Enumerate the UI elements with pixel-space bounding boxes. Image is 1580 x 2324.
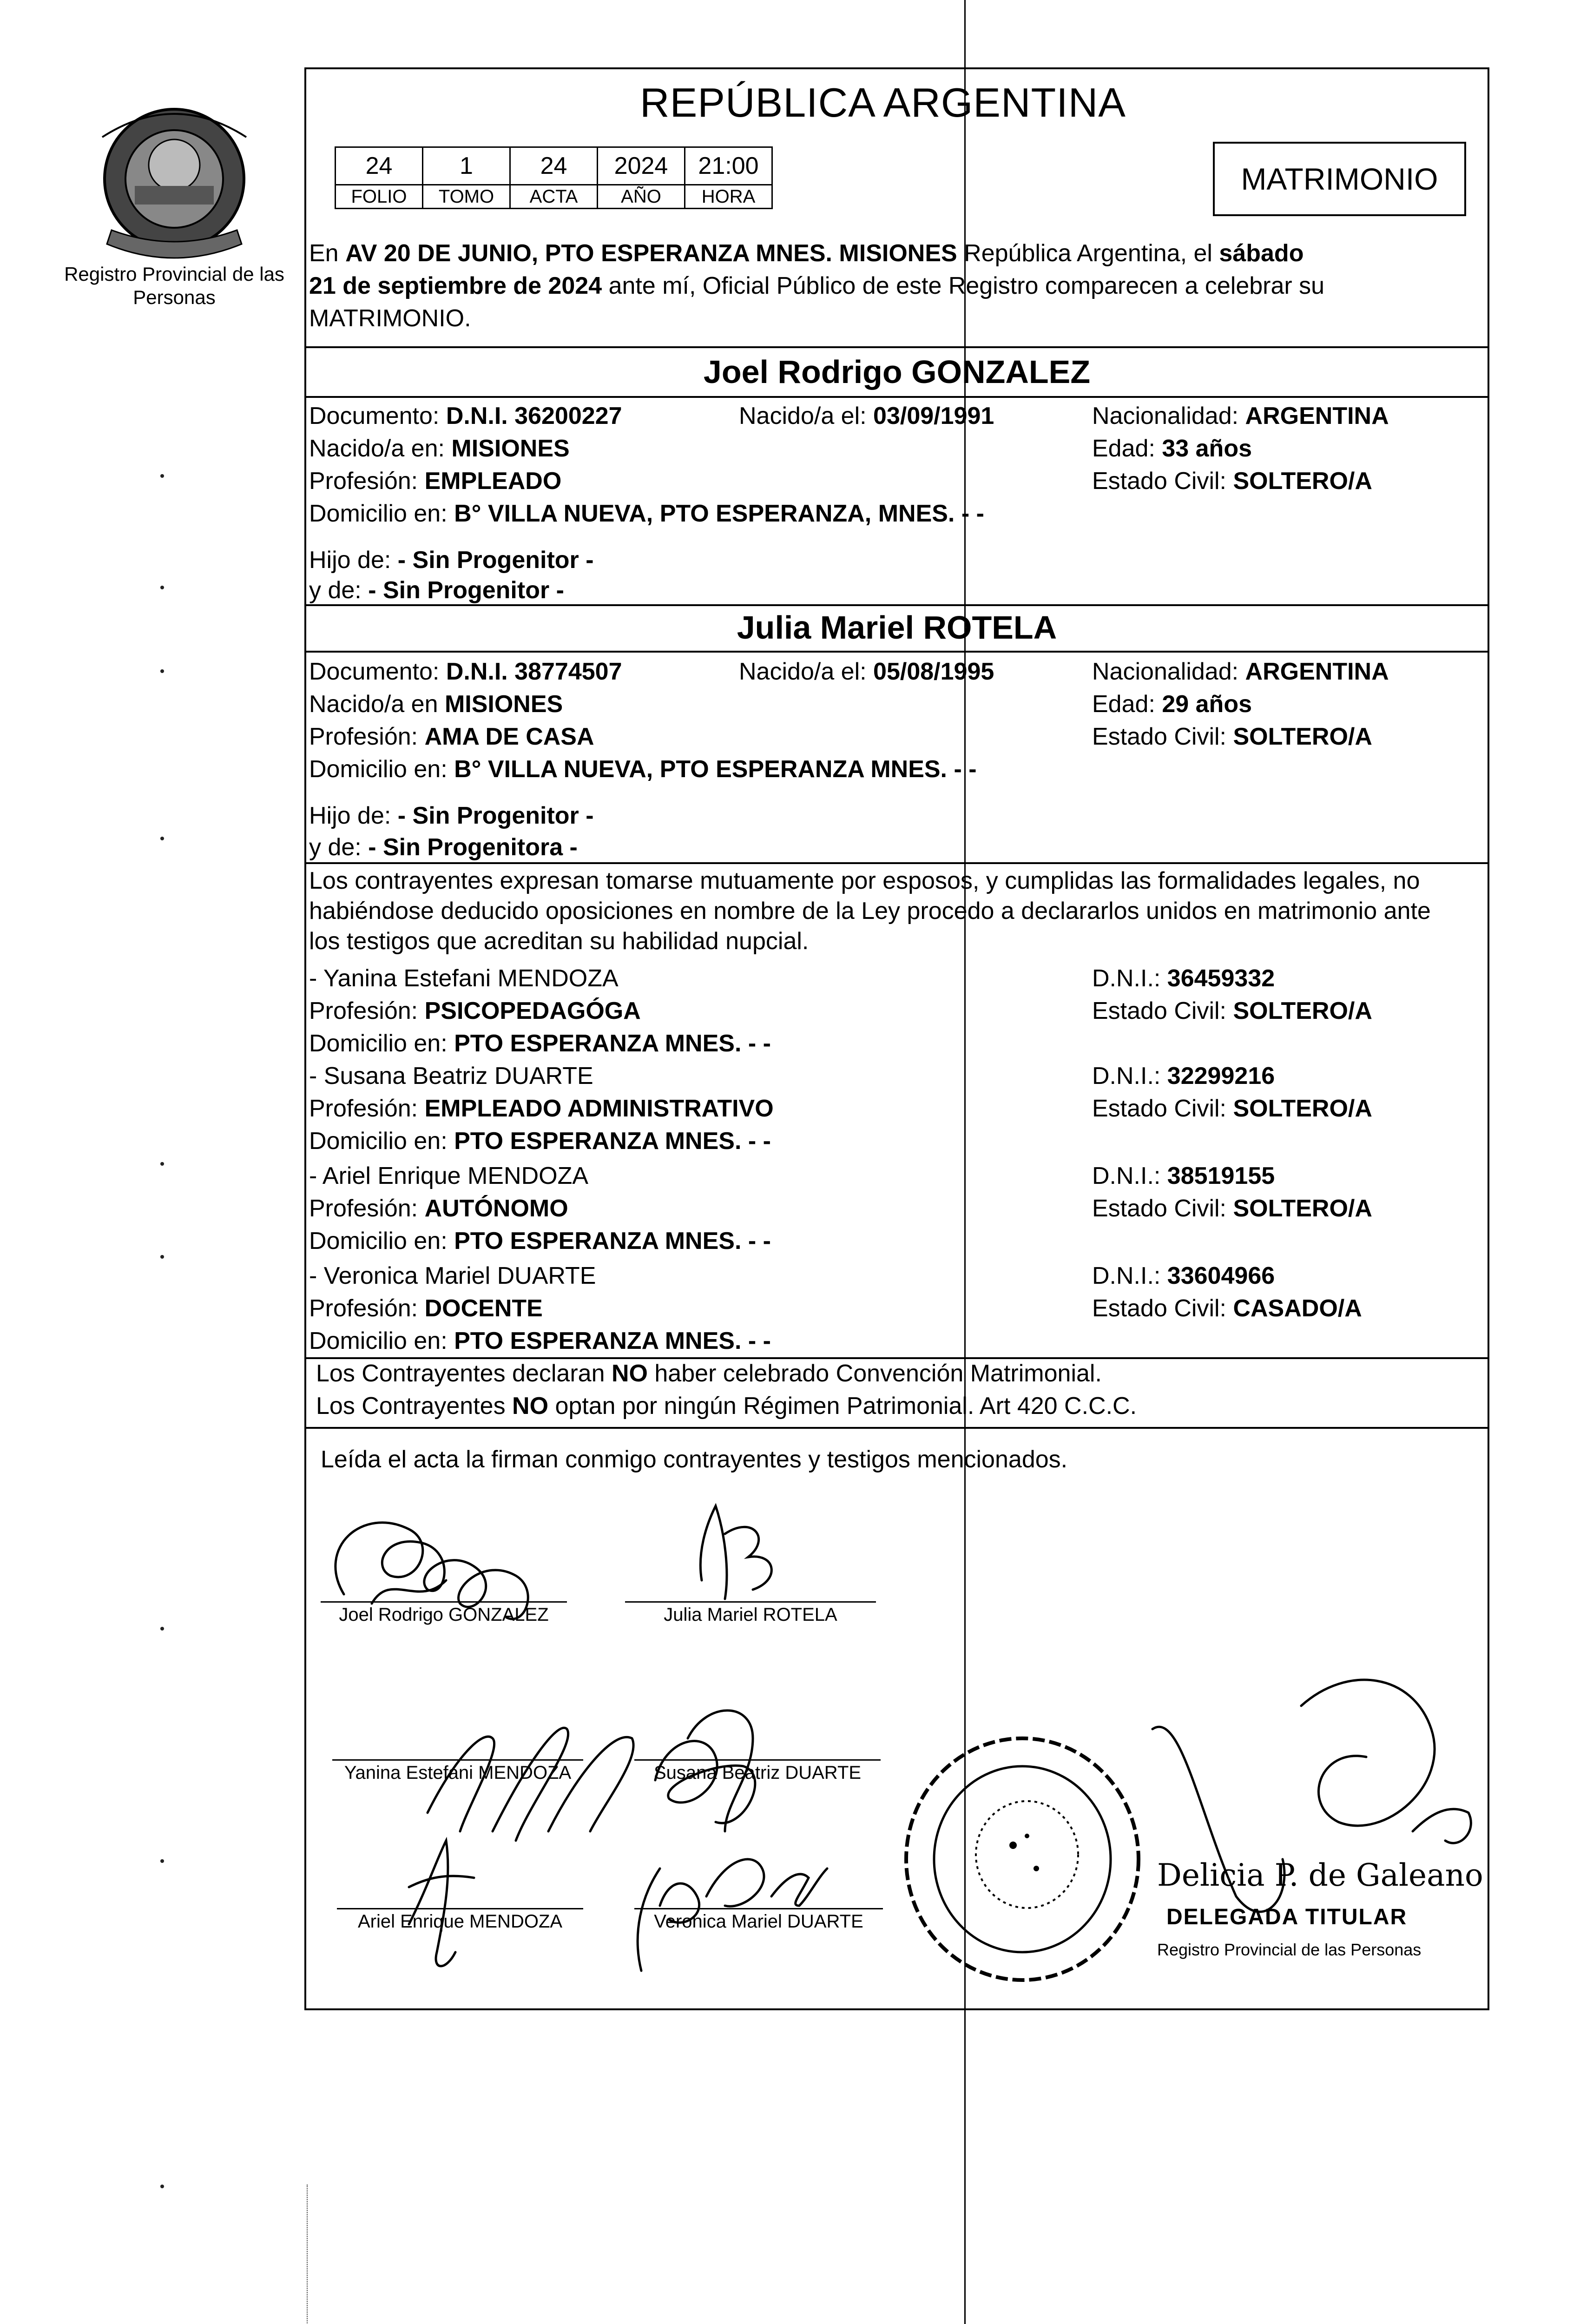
regime-line-1: Los Contrayentes declaran NO haber celebrado Convención Matrimonial.	[316, 1360, 1102, 1387]
signature-label-spouse2: Julia Mariel ROTELA	[664, 1604, 837, 1625]
provincial-seal-logo	[88, 95, 260, 263]
intro-line-1: En AV 20 DE JUNIO, PTO ESPERANZA MNES. MISIONES República Argentina, el sábado	[309, 240, 1304, 267]
tomo-value: 1	[423, 147, 510, 185]
acta-value: 24	[510, 147, 598, 185]
scan-mark	[160, 474, 164, 478]
signature-line	[321, 1601, 567, 1603]
divider	[304, 1427, 1489, 1429]
spouse2-address: Domicilio en: B° VILLA NUEVA, PTO ESPERANZA MNES. - -	[309, 756, 977, 783]
official-name: Delicia P. de Galeano	[1157, 1857, 1483, 1893]
page-title: REPÚBLICA ARGENTINA	[640, 79, 1126, 125]
scan-mark	[160, 669, 164, 673]
witness1-name: - Yanina Estefani MENDOZA	[309, 965, 619, 992]
spouse1-profession: Profesión: EMPLEADO	[309, 468, 562, 495]
spouse2-birth-date: Nacido/a el: 05/08/1995	[739, 658, 994, 685]
divider	[304, 862, 1489, 864]
closing-text: Leída el acta la firman conmigo contrayentes y testigos mencionados.	[321, 1446, 1068, 1473]
acta-label: ACTA	[510, 185, 598, 209]
spouse1-birth-place: Nacido/a en: MISIONES	[309, 435, 570, 462]
signature-label-witness3: Ariel Enrique MENDOZA	[357, 1911, 563, 1932]
scan-mark	[160, 1162, 164, 1166]
intro-line-2: 21 de septiembre de 2024 ante mí, Oficial Público de este Registro comparecen a celebrar su	[309, 272, 1325, 299]
spouse1-civil-status: Estado Civil: SOLTERO/A	[1092, 468, 1372, 495]
folio-value: 24	[336, 147, 423, 185]
witness3-dni: D.N.I.: 38519155	[1092, 1162, 1275, 1189]
signature-label-witness4: Veronica Mariel DUARTE	[654, 1911, 863, 1932]
declaration-line-1: Los contrayentes expresan tomarse mutuamente por esposos, y cumplidas las formalidades legales, no	[309, 867, 1420, 894]
divider	[304, 346, 1489, 348]
spouse1-mother: y de: - Sin Progenitor -	[309, 577, 564, 604]
scan-mark	[160, 837, 164, 840]
witness4-name: - Veronica Mariel DUARTE	[309, 1262, 596, 1289]
signature-line	[337, 1908, 583, 1909]
witness2-address: Domicilio en: PTO ESPERANZA MNES. - -	[309, 1128, 771, 1155]
witness1-profession: Profesión: PSICOPEDAGÓGA	[309, 997, 641, 1024]
intro-line-3: MATRIMONIO.	[309, 305, 471, 332]
signature-line	[634, 1908, 883, 1909]
scan-mark	[160, 1859, 164, 1863]
witness3-civil-status: Estado Civil: SOLTERO/A	[1092, 1195, 1372, 1222]
folio-label: FOLIO	[336, 185, 423, 209]
official-round-stamp	[892, 1729, 1152, 1989]
spouse1-father: Hijo de: - Sin Progenitor -	[309, 547, 594, 574]
official-office: Registro Provincial de las Personas	[1157, 1940, 1422, 1959]
witness2-dni: D.N.I.: 32299216	[1092, 1063, 1275, 1089]
spouse1-name: Joel Rodrigo GONZALEZ	[703, 354, 1091, 390]
witness4-address: Domicilio en: PTO ESPERANZA MNES. - -	[309, 1327, 771, 1354]
spouse1-document: Documento: D.N.I. 36200227	[309, 403, 622, 429]
registry-table	[335, 146, 773, 209]
declaration-line-3: los testigos que acreditan su habilidad nupcial.	[309, 928, 809, 955]
regime-line-2: Los Contrayentes NO optan por ningún Régimen Patrimonial. Art 420 C.C.C.	[316, 1393, 1137, 1419]
spouse1-birth-date: Nacido/a el: 03/09/1991	[739, 403, 994, 429]
witness4-civil-status: Estado Civil: CASADO/A	[1092, 1295, 1362, 1322]
witness2-civil-status: Estado Civil: SOLTERO/A	[1092, 1095, 1372, 1122]
witness1-address: Domicilio en: PTO ESPERANZA MNES. - -	[309, 1030, 771, 1057]
witness3-address: Domicilio en: PTO ESPERANZA MNES. - -	[309, 1228, 771, 1254]
witness4-profession: Profesión: DOCENTE	[309, 1295, 543, 1322]
witness4-dni: D.N.I.: 33604966	[1092, 1262, 1275, 1289]
official-title: DELEGADA TITULAR	[1166, 1905, 1408, 1929]
scan-mark	[160, 1627, 164, 1631]
divider	[304, 604, 1489, 606]
tomo-label: TOMO	[423, 185, 510, 209]
spouse1-nationality: Nacionalidad: ARGENTINA	[1092, 403, 1389, 429]
witness2-name: - Susana Beatriz DUARTE	[309, 1063, 593, 1089]
year-value: 2024	[598, 147, 685, 185]
spouse2-name: Julia Mariel ROTELA	[737, 609, 1057, 646]
signature-label-witness1: Yanina Estefani MENDOZA	[344, 1763, 572, 1783]
witness3-name: - Ariel Enrique MENDOZA	[309, 1162, 589, 1189]
witness1-dni: D.N.I.: 36459332	[1092, 965, 1275, 992]
signature-line	[332, 1759, 583, 1761]
spouse2-profession: Profesión: AMA DE CASA	[309, 723, 594, 750]
year-label: AÑO	[598, 185, 685, 209]
witness3-profession: Profesión: AUTÓNOMO	[309, 1195, 568, 1222]
spouse2-document: Documento: D.N.I. 38774507	[309, 658, 622, 685]
seal-caption: Registro Provincial de las Personas	[64, 263, 284, 308]
spouse1-age: Edad: 33 años	[1092, 435, 1252, 462]
scan-mark	[160, 586, 164, 589]
signature-line	[625, 1601, 876, 1603]
spouse2-mother: y de: - Sin Progenitora -	[309, 834, 578, 861]
spouse2-father: Hijo de: - Sin Progenitor -	[309, 802, 594, 829]
declaration-line-2: habiéndose deducido oposiciones en nombre de la Ley procedo a declararlos unidos en matrimonio ante	[309, 898, 1431, 924]
spouse2-civil-status: Estado Civil: SOLTERO/A	[1092, 723, 1372, 750]
spouse2-birth-place: Nacido/a en MISIONES	[309, 691, 563, 718]
witness1-civil-status: Estado Civil: SOLTERO/A	[1092, 997, 1372, 1024]
hour-value: 21:00	[685, 147, 772, 185]
scan-mark	[160, 2185, 164, 2188]
scan-mark	[160, 1255, 164, 1259]
divider	[304, 651, 1489, 653]
hour-label: HORA	[685, 185, 772, 209]
act-type-box: MATRIMONIO	[1213, 142, 1466, 216]
spouse2-age: Edad: 29 años	[1092, 691, 1252, 718]
signature-label-spouse1: Joel Rodrigo GONZALEZ	[339, 1604, 549, 1625]
signature-label-witness2: Susana Beatriz DUARTE	[653, 1763, 862, 1783]
divider	[304, 396, 1489, 398]
scan-line	[307, 2185, 308, 2324]
spouse2-nationality: Nacionalidad: ARGENTINA	[1092, 658, 1389, 685]
spouse1-address: Domicilio en: B° VILLA NUEVA, PTO ESPERANZA, MNES. - -	[309, 500, 984, 527]
witness2-profession: Profesión: EMPLEADO ADMINISTRATIVO	[309, 1095, 774, 1122]
signature-line	[634, 1759, 881, 1761]
